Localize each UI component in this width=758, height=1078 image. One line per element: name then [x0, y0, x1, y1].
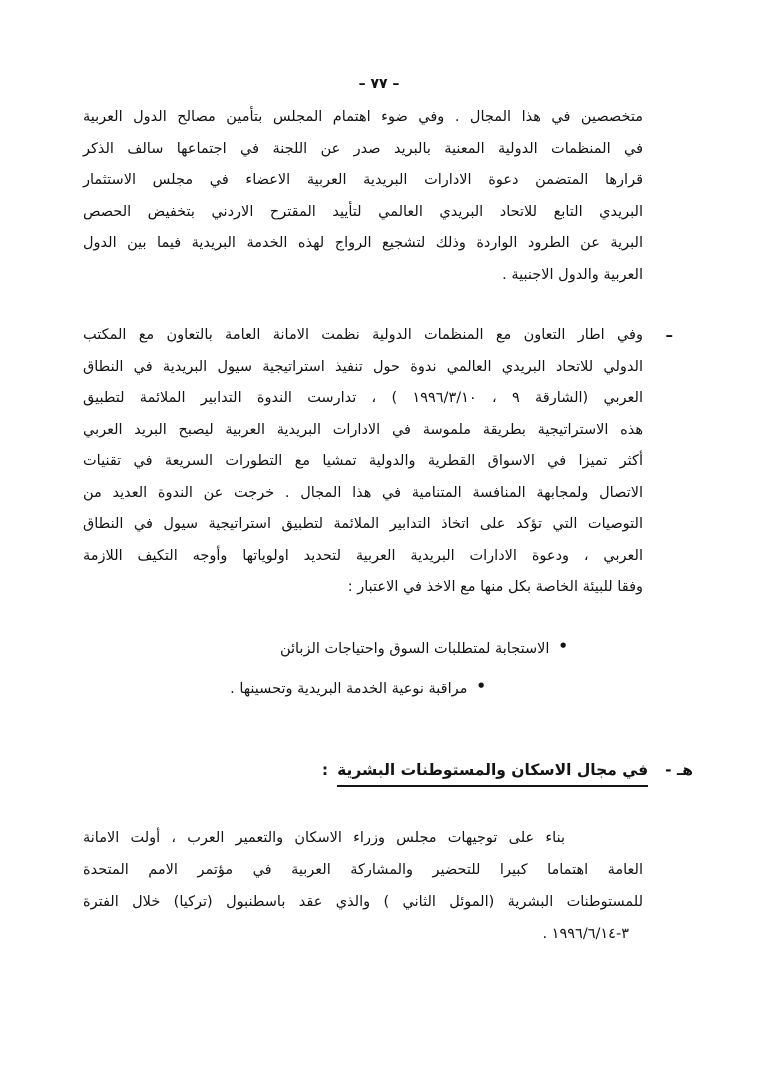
- section-heading-title: في مجال الاسكان والمستوطنات البشرية: [337, 761, 648, 787]
- text-line: العربية والدول الاجنبية .: [502, 266, 643, 283]
- text-line: العربي ، ودعوة الادارات البريدية العربية لتحديد اولوياتها وأوجه التكيف اللازمة: [83, 547, 643, 564]
- list-item: [230, 628, 568, 668]
- text-line: التوصيات التي تؤكد على اتخاذ التدابير الملائمة لتطبيق استراتيجية سيول في النطاق: [83, 516, 643, 532]
- list-item: [230, 668, 486, 708]
- dash-bullet-marker: –: [665, 326, 673, 344]
- text-line: العامة اهتماما كبيرا للتحضير والمشاركة العربية في مؤتمر الامم المتحدة: [83, 862, 643, 878]
- text-line: وفقا للبيئة الخاصة بكل منها مع الاخذ في الاعتبار :: [347, 579, 643, 595]
- section-heading-text: [322, 757, 648, 783]
- bullet-dot-icon: •: [476, 677, 486, 695]
- text-line: البرية عن الطرود الواردة وذلك لتشجيع الرواج لهذه الخدمة البريدية فيما بين الدول: [83, 235, 643, 251]
- text-line: قرارها المتضمن دعوة الادارات البريدية العربية الاعضاء في مجلس الاستثمار: [83, 172, 643, 188]
- text-line: العربي (الشارقة ٩ ، ١٩٩٦/٣/١٠ ) ، تدارست الندوة التدابير الملائمة لتطبيق: [83, 390, 644, 406]
- paragraph-2: [83, 320, 673, 604]
- page-number: – ٧٧ –: [358, 76, 400, 92]
- text-line: أكثر تميزا في الاسواق القطرية والدولية تمشيا مع التطورات السريعة في تقنيات: [83, 453, 643, 469]
- bullet-list: [230, 628, 568, 708]
- bullet-dot-icon: •: [558, 637, 568, 655]
- list-item-text: مراقبة نوعية الخدمة البريدية وتحسينها .: [230, 681, 468, 697]
- text-line: متخصصين في هذا المجال . وفي ضوء اهتمام المجلس بتأمين مصالح الدول العربية: [83, 109, 643, 125]
- section-heading: [322, 757, 693, 783]
- text-line: بناء على توجيهات مجلس وزراء الاسكان والتعمير العرب ، أولت الامانة: [83, 830, 565, 846]
- text-line: البريدي التابع للاتحاد البريدي العالمي لتأييد المقترح الاردني بتخفيض الحصص: [83, 203, 643, 220]
- section-heading-marker: هـ -: [665, 761, 693, 779]
- list-item-text: الاستجابة لمتطلبات السوق واحتياجات الزبائن: [279, 641, 550, 657]
- text-line: في المنظمات الدولية المعنية بالبريد صدر عن اللجنة في اجتماعها سالف الذكر: [83, 140, 643, 157]
- text-line: هذه الاستراتيجية بطريقة ملموسة في الادارات البريدية العربية ليصبح البريد العربي: [83, 421, 643, 438]
- paragraph-1: [83, 102, 643, 291]
- paragraph-3: [83, 822, 643, 950]
- section-heading-colon: :: [321, 761, 329, 779]
- text-line: وفي اطار التعاون مع المنظمات الدولية نظمت الامانة العامة بالتعاون مع المكتب: [83, 327, 643, 343]
- date-line: ٣-١٩٩٦/٦/١٤ .: [542, 926, 629, 942]
- text-line: الاتصال ولمجابهة المنافسة المتنامية في هذا المجال . خرجت عن الندوة العديد من: [83, 484, 643, 501]
- text-line: للمستوطنات البشرية (الموئل الثاني ) والذي عقد باسطنبول (تركيا) خلال الفترة: [83, 894, 643, 910]
- text-line: الدولي للاتحاد البريدي العالمي ندوة حول تنفيذ استراتيجية سيول البريدية في النطاق: [83, 358, 643, 375]
